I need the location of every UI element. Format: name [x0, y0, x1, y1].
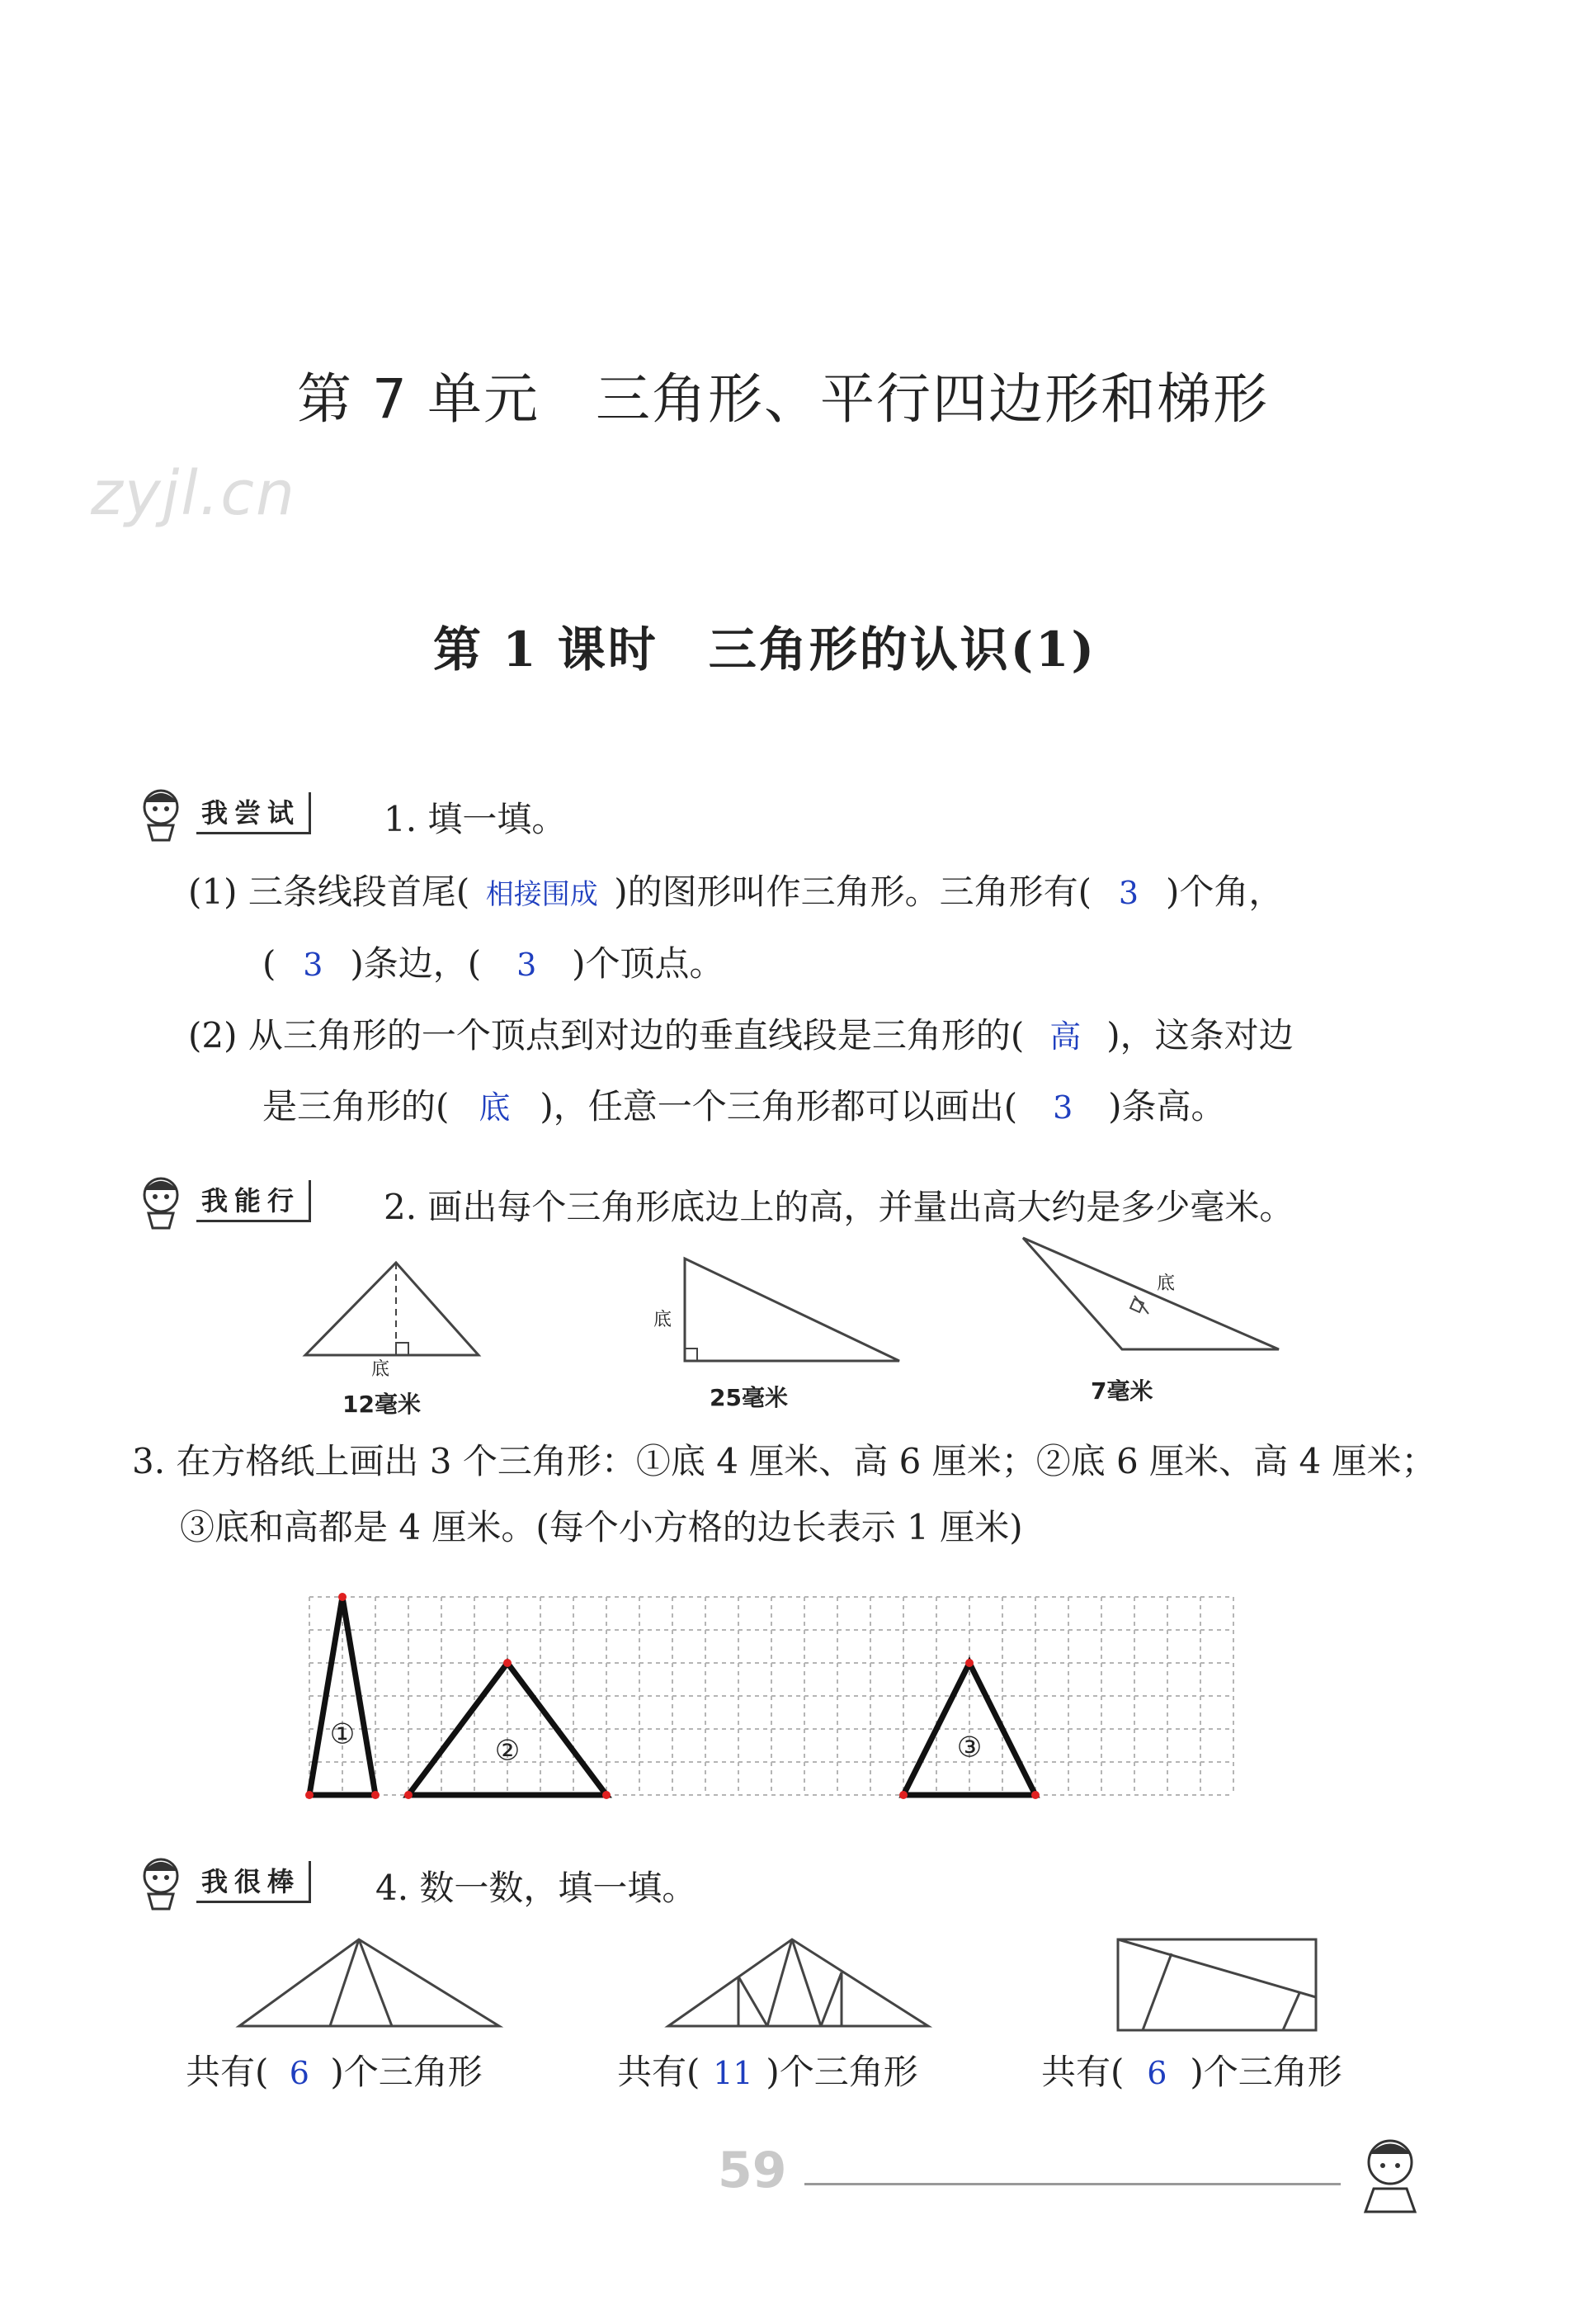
q1-part2-line2	[262, 1079, 1226, 1129]
section-label-try: 我尝试	[196, 792, 311, 834]
q2-triangle-2	[677, 1250, 908, 1374]
q1-p2-text-e: )条高。	[1108, 1086, 1226, 1127]
footer-rule	[804, 2183, 1341, 2185]
q2-answer-2: 25毫米	[710, 1384, 788, 1411]
q1-p1-text-e: )条边，(	[350, 943, 482, 984]
triangle-vertex-dot	[503, 1659, 512, 1667]
unit-title: 第 7 单元 三角形、平行四边形和梯形	[297, 367, 1269, 431]
q4-answer-line-3	[1041, 2045, 1342, 2095]
q4-prefix-3: 共有(	[1041, 2052, 1125, 2092]
answer-blank-base[interactable]: 底	[479, 1089, 511, 1126]
triangle-vertex-dot	[371, 1791, 380, 1799]
q4-suffix-2: )个三角形	[766, 2052, 918, 2092]
grid-triangle-label-2: ②	[494, 1734, 521, 1768]
answer-blank-angles[interactable]: 3	[1118, 875, 1139, 911]
q2-answer-1: 12毫米	[342, 1391, 421, 1418]
answer-blank-height[interactable]: 高	[1049, 1018, 1082, 1055]
page-number: 59	[718, 2142, 787, 2199]
q1-p2-text-a: (2) 从三角形的一个顶点到对边的垂直线段是三角形的(	[188, 1015, 1025, 1056]
cartoon-girl-icon	[132, 1172, 190, 1230]
q1-p2-text-c: 是三角形的(	[262, 1086, 450, 1127]
answer-blank-vertices[interactable]: 3	[516, 947, 537, 983]
q2-answer-3: 7毫米	[1091, 1377, 1153, 1405]
grid-triangle-label-3: ③	[956, 1731, 983, 1764]
triangle-vertex-dot	[602, 1791, 611, 1799]
q1-part1-line1	[188, 865, 1283, 914]
q1-p1-text-b: )的图形叫作三角形。三角形有(	[614, 872, 1092, 912]
watermark: zyjl.cn	[91, 458, 296, 529]
section-badge-can	[132, 1172, 311, 1230]
q4-answer-line-1	[186, 2045, 483, 2095]
q3-line2: ③底和高都是 4 厘米。(每个小方格的边长表示 1 厘米)	[180, 1507, 1023, 1547]
q1-part2-line1	[188, 1008, 1294, 1058]
section-badge-great	[132, 1853, 311, 1911]
q4-suffix-1: )个三角形	[330, 2052, 483, 2092]
answer-blank-sides[interactable]: 3	[303, 947, 323, 983]
section-label-can: 我能行	[196, 1180, 311, 1222]
answer-blank-joined[interactable]: 相接围成	[485, 878, 598, 911]
q2-base-label-1: 底	[371, 1359, 390, 1380]
q2-triangle-1	[297, 1242, 487, 1407]
grid-paper	[309, 1589, 1233, 1811]
triangle-vertex-dot	[338, 1593, 347, 1601]
cartoon-girl-icon	[132, 784, 190, 842]
section-badge-try	[132, 784, 311, 842]
q1-p2-text-d: )，任意一个三角形都可以画出(	[540, 1086, 1018, 1127]
q1-p1-text-a: (1) 三条线段首尾(	[188, 872, 470, 912]
q1-part1-line2	[262, 937, 724, 986]
q4-prefix-2: 共有(	[617, 2052, 700, 2092]
q1-p1-text-d: (	[262, 943, 276, 984]
grid-triangle-label-1: ①	[329, 1717, 356, 1751]
q2-base-label-3: 底	[1157, 1273, 1176, 1294]
q1-p1-text-c: )个角，	[1166, 872, 1284, 912]
q2-triangle-3	[1015, 1230, 1287, 1353]
q1-p1-text-f: )个顶点。	[572, 943, 724, 984]
triangle-vertex-dot	[404, 1791, 413, 1799]
q4-prefix-1: 共有(	[186, 2052, 269, 2092]
answer-blank-count-1[interactable]: 6	[289, 2055, 309, 2091]
answer-blank-count-2[interactable]: 11	[713, 2055, 753, 2091]
q4-figure-3	[1114, 1935, 1320, 2034]
answer-blank-count-3[interactable]: 6	[1147, 2055, 1167, 2091]
answer-blank-heights-count[interactable]: 3	[1053, 1089, 1073, 1126]
q1-p2-text-b: )，这条对边	[1106, 1015, 1294, 1056]
q2-base-label-2: 底	[653, 1310, 672, 1330]
q4-suffix-3: )个三角形	[1190, 2052, 1342, 2092]
q4-title: 4. 数一数，填一填。	[375, 1868, 697, 1908]
q4-figure-2	[664, 1935, 936, 2034]
section-label-great: 我很棒	[196, 1861, 311, 1903]
q1-title: 1. 填一填。	[384, 799, 567, 839]
q4-answer-line-2	[617, 2045, 918, 2095]
triangle-vertex-dot	[1031, 1791, 1040, 1799]
q3-line1: 3. 在方格纸上画出 3 个三角形：①底 4 厘米、高 6 厘米；②底 6 厘米、高 4 厘米；	[132, 1441, 1436, 1481]
q2-title: 2. 画出每个三角形底边上的高，并量出高大约是多少毫米。	[384, 1187, 1294, 1227]
cartoon-boy-icon	[1345, 2129, 1436, 2220]
lesson-title: 第 1 课时 三角形的认识(1)	[433, 621, 1096, 678]
triangle-vertex-dot	[899, 1791, 908, 1799]
cartoon-girl-icon	[132, 1853, 190, 1911]
q4-figure-1	[235, 1935, 507, 2034]
triangle-vertex-dot	[965, 1659, 974, 1667]
triangle-vertex-dot	[305, 1791, 314, 1799]
